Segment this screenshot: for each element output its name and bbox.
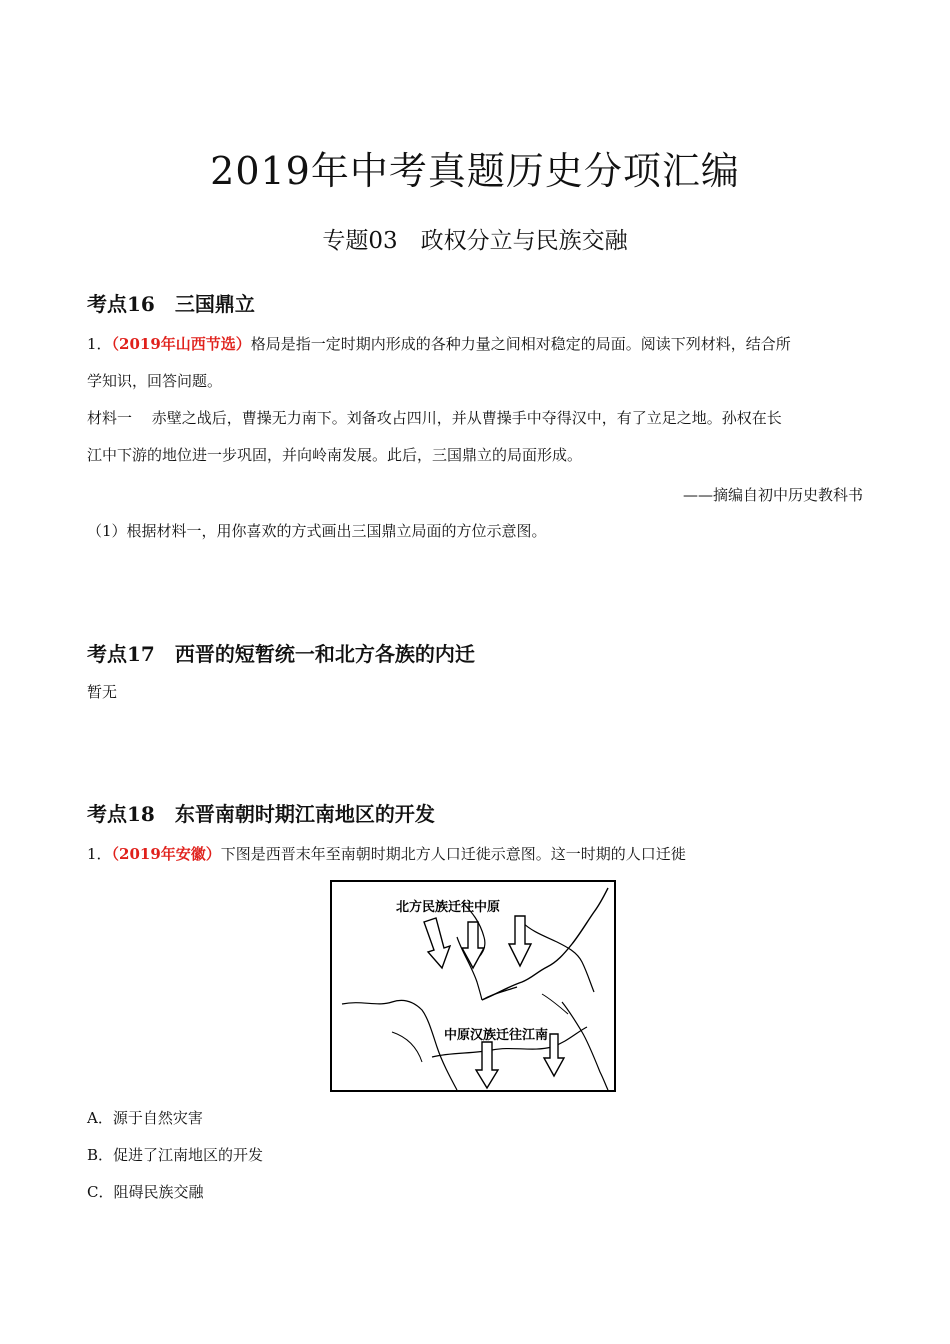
arrow-north-3 [509, 916, 531, 966]
section-heading-17: 考点17 西晋的短暂统一和北方各族的内迁 [87, 642, 475, 666]
east-coast [562, 1002, 608, 1090]
question-16-1-stem [87, 326, 863, 363]
question-number: 1． [87, 845, 112, 863]
arrow-north-1 [424, 918, 450, 968]
option-letter: C． [87, 1183, 114, 1201]
document-subtitle: 专题03 政权分立与民族交融 [322, 228, 628, 254]
question-number: 1． [87, 335, 112, 353]
arrow-south-1 [476, 1042, 498, 1088]
material-line1: 材料一 赤壁之战后，曹操无力南下。刘备攻占四川，并从曹操手中夺得汉中，有了立足之地。孙权在长 [87, 409, 782, 427]
document-title: 2019年中考真题历史分项汇编 [210, 149, 740, 193]
yellow-river [457, 937, 517, 1000]
option-text: 阻碍民族交融 [113, 1183, 204, 1201]
question-18-1-stem [87, 836, 863, 873]
option-a [87, 1107, 203, 1128]
material-line2: 江中下游的地位进一步巩固，并向岭南发展。此后，三国鼎立的局面形成。 [87, 446, 583, 464]
question-stem-line1: 格局是指一定时期内形成的各种力量之间相对稳定的局面。阅读下列材料，结合所 [250, 335, 791, 353]
option-text: 源于自然灾害 [112, 1109, 203, 1127]
question-16-1-stem-line2: 学知识，回答问题。 [87, 372, 223, 390]
option-letter: A． [87, 1109, 113, 1127]
no-questions-text: 暂无 [87, 683, 118, 701]
option-text: 促进了江南地区的开发 [113, 1146, 264, 1164]
sub-question-1: （1）根据材料一，用你喜欢的方式画出三国鼎立局面的方位示意图。 [87, 522, 547, 540]
question-source: （2019年安徽） [111, 845, 221, 863]
west-border [342, 1000, 457, 1090]
map-label-north: 北方民族迁往中原 [396, 900, 501, 915]
section-heading-16: 考点16 三国鼎立 [87, 292, 255, 316]
option-letter: B． [87, 1146, 114, 1164]
question-source: （2019年山西节选） [111, 335, 251, 353]
map-label-south: 中原汉族迁往江南 [444, 1028, 549, 1043]
question-stem: 下图是西晋末年至南朝时期北方人口迁徙示意图。这一时期的人口迁徙 [220, 845, 686, 863]
option-b [87, 1144, 263, 1165]
section-heading-18: 考点18 东晋南朝时期江南地区的开发 [87, 802, 435, 826]
option-c [87, 1181, 204, 1202]
migration-map [330, 880, 616, 1092]
coastline [482, 888, 608, 1000]
material-citation: ——摘编自初中历史教科书 [682, 486, 863, 504]
